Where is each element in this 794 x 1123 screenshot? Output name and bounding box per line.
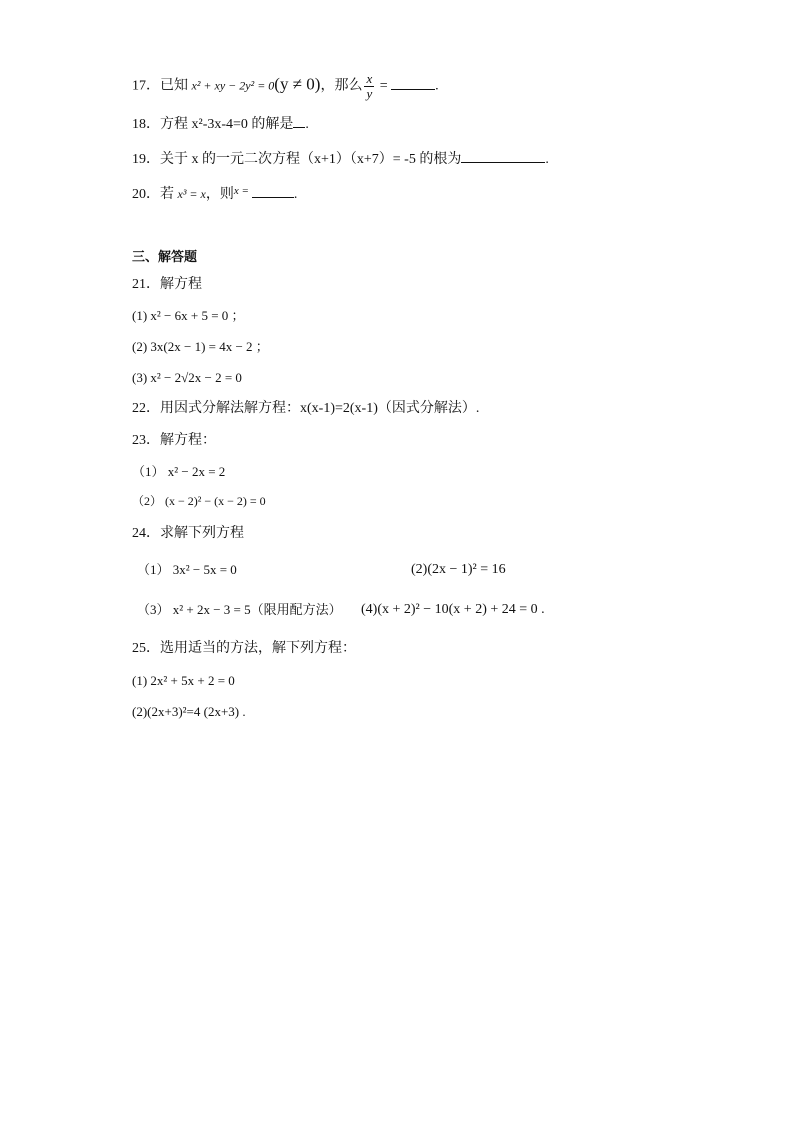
question-24-title: 24．求解下列方程 — [132, 526, 244, 541]
q17-end: . — [435, 78, 439, 94]
q25-item-2: (2)(2x+3)²=4 (2x+3) . — [132, 704, 246, 719]
q24-item-3: （3） x² + 2x − 3 = 5（限用配方法） — [137, 602, 342, 617]
section-3-heading: 三、解答题 — [132, 250, 198, 265]
q19-text: 关于 x 的一元二次方程（x+1）（x+7）= -5 的根为 — [160, 152, 462, 167]
question-25-title: 25．选用适当的方法，解下列方程： — [132, 641, 356, 656]
q18-end: . — [305, 117, 309, 132]
question-18 — [132, 115, 309, 134]
q17-equals: = — [376, 78, 392, 94]
q17-then: ，那么 — [320, 78, 363, 94]
q24-item-2: (2)(2x − 1)² = 16 — [411, 562, 506, 577]
q20-variable: x = — [233, 185, 249, 197]
q18-number: 18． — [132, 117, 160, 132]
q17-lead: 已知 — [160, 78, 188, 94]
q20-expression: x³ = x — [177, 187, 206, 201]
q20-end: . — [293, 187, 298, 202]
q20-mid: ，则 — [205, 187, 234, 202]
q17-number: 17． — [132, 78, 160, 94]
q20-answer-blank — [252, 185, 294, 198]
q18-text: 方程 x²-3x-4=0 的解是 — [160, 117, 294, 132]
question-19 — [132, 150, 549, 169]
q23-item-2: （2） (x − 2)² − (x − 2) = 0 — [132, 494, 266, 508]
question-22: 22．用因式分解法解方程：x(x-1)=2(x-1)（因式分解法）. — [132, 401, 480, 416]
q19-answer-blank — [461, 150, 545, 163]
q20-number: 20． — [132, 187, 160, 202]
q25-item-1: (1) 2x² + 5x + 2 = 0 — [132, 673, 235, 688]
question-17 — [132, 72, 439, 101]
q17-condition: (y ≠ 0) — [274, 74, 321, 94]
question-20 — [132, 182, 297, 204]
q21-item-3: (3) x² − 2√2x − 2 = 0 — [132, 370, 242, 385]
q21-item-1: (1) x² − 6x + 5 = 0 ； — [132, 308, 245, 323]
q24-item-4: (4)(x + 2)² − 10(x + 2) + 24 = 0 . — [361, 602, 545, 617]
q20-lead: 若 — [160, 187, 174, 202]
q17-expression: x² + xy − 2y² = 0 — [191, 78, 275, 93]
question-21-title: 21．解方程 — [132, 277, 202, 292]
question-23-title: 23．解方程： — [132, 433, 216, 448]
q23-item-1: （1） x² − 2x = 2 — [132, 464, 226, 479]
q17-frac-numerator: x — [366, 71, 373, 86]
q19-end: . — [545, 152, 549, 167]
q24-item-1: （1） 3x² − 5x = 0 — [137, 562, 237, 577]
q17-frac-denominator: y — [366, 86, 373, 101]
q19-number: 19． — [132, 152, 160, 167]
q18-answer-blank — [293, 115, 305, 128]
q17-answer-blank — [391, 77, 435, 90]
q21-item-2: (2) 3x(2x − 1) = 4x − 2 ； — [132, 339, 269, 354]
q17-fraction — [364, 72, 374, 101]
